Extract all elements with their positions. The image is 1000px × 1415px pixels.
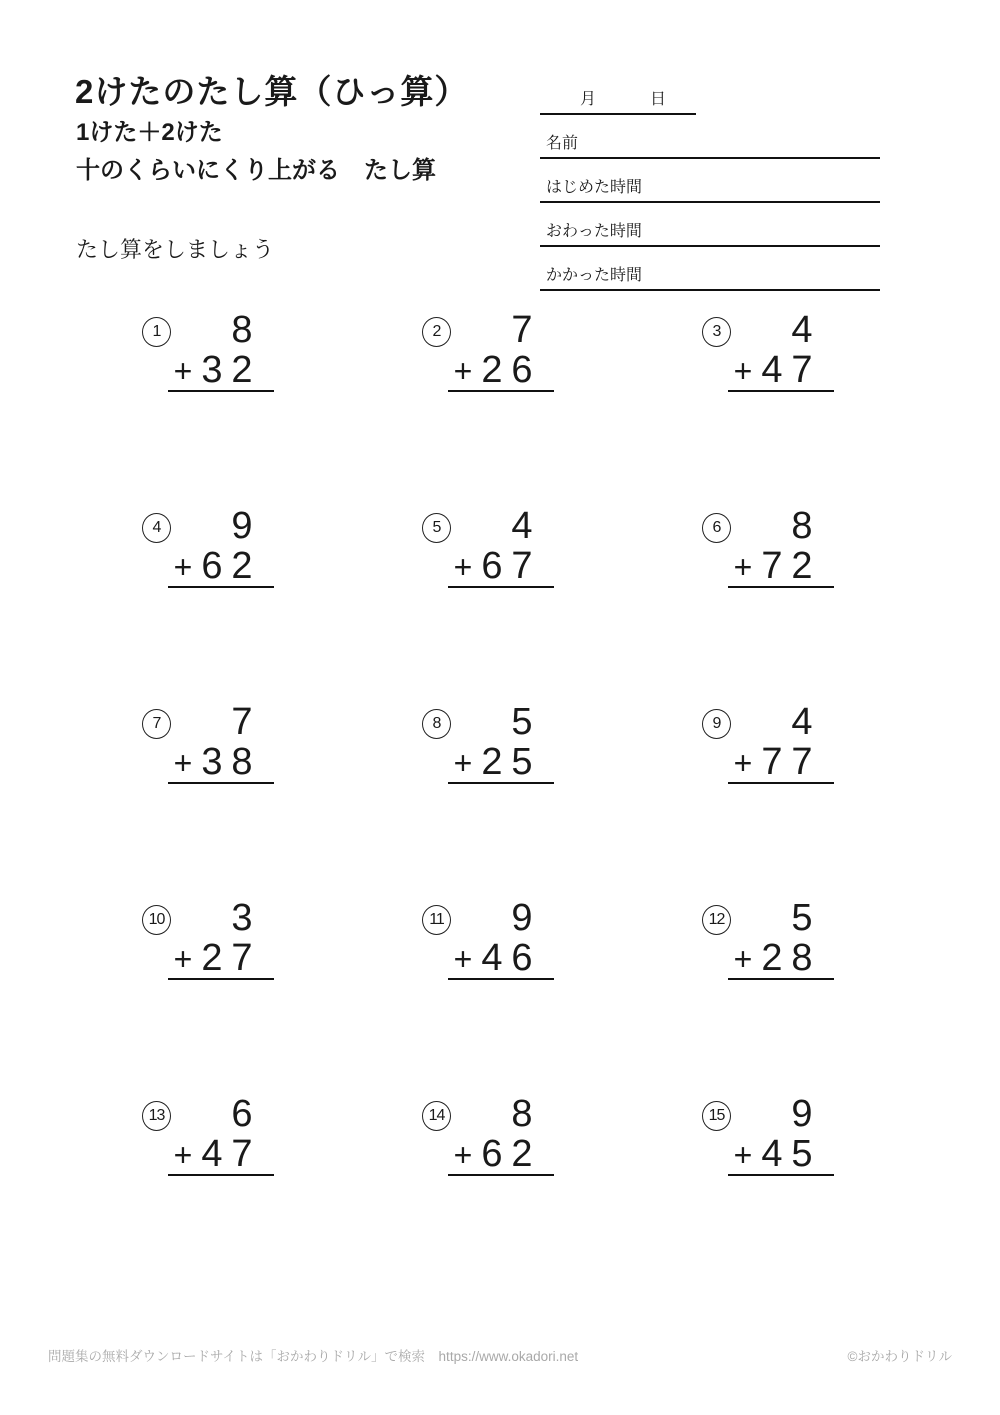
addition-problem [142, 308, 282, 400]
plus-sign: + [733, 353, 753, 389]
bottom-addend-ones-digit: 5 [791, 1133, 813, 1175]
plus-sign: + [173, 549, 193, 585]
answer-line [168, 390, 274, 392]
problem-number-badge [142, 513, 171, 543]
problem-number-badge [702, 905, 731, 935]
bottom-addend-tens-digit: 7 [761, 545, 783, 587]
info-form [540, 71, 880, 291]
top-addend-digit: 4 [791, 309, 813, 351]
problem-number-badge [142, 709, 171, 739]
problem-number-badge [422, 513, 451, 543]
instruction-text: たし算をしましょう [76, 237, 275, 262]
answer-line [448, 782, 554, 784]
answer-line [448, 586, 554, 588]
plus-sign: + [453, 353, 473, 389]
addition-problem [142, 896, 282, 988]
bottom-addend-ones-digit: 2 [231, 349, 253, 391]
plus-sign: + [733, 549, 753, 585]
addition-problem [142, 700, 282, 792]
problem-number: 6 [712, 519, 721, 536]
bottom-addend-ones-digit: 2 [511, 1133, 533, 1175]
problem-number-badge [142, 1101, 171, 1131]
top-addend-digit: 8 [231, 309, 253, 351]
answer-line [728, 782, 834, 784]
problem-number: 13 [148, 1107, 165, 1124]
bottom-addend-tens-digit: 4 [761, 1133, 783, 1175]
elapsed-time-label: かかった時間 [546, 267, 643, 284]
top-addend-digit: 9 [231, 505, 253, 547]
bottom-addend-tens-digit: 6 [481, 545, 503, 587]
addition-problem [702, 896, 842, 988]
answer-line [448, 390, 554, 392]
answer-line [448, 978, 554, 980]
bottom-addend-ones-digit: 7 [791, 349, 813, 391]
addition-problem [142, 504, 282, 596]
problem-number-badge [142, 317, 171, 347]
problem-number: 15 [708, 1107, 725, 1124]
bottom-addend-ones-digit: 5 [511, 741, 533, 783]
bottom-addend-tens-digit: 4 [201, 1133, 223, 1175]
problem-number: 11 [429, 911, 444, 928]
bottom-addend-ones-digit: 6 [511, 349, 533, 391]
top-addend-digit: 8 [791, 505, 813, 547]
plus-sign: + [173, 1137, 193, 1173]
month-label: 月 [580, 91, 597, 108]
top-addend-digit: 4 [511, 505, 533, 547]
bottom-addend-ones-digit: 8 [791, 937, 813, 979]
bottom-addend-tens-digit: 3 [201, 741, 223, 783]
plus-sign: + [453, 549, 473, 585]
addition-problem [422, 504, 562, 596]
problem-number: 14 [428, 1107, 445, 1124]
footer-site-note: 問題集の無料ダウンロードサイトは「おかわりドリル」で検索 https://www.okadori.net [48, 1349, 579, 1364]
problem-number-badge [422, 905, 451, 935]
bottom-addend-tens-digit: 7 [761, 741, 783, 783]
problem-number-badge [702, 317, 731, 347]
answer-line [728, 390, 834, 392]
problem-number-badge [422, 709, 451, 739]
bottom-addend-tens-digit: 6 [201, 545, 223, 587]
problem-number-badge [422, 317, 451, 347]
answer-line [448, 1174, 554, 1176]
problem-number-badge [422, 1101, 451, 1131]
top-addend-digit: 6 [231, 1093, 253, 1135]
answer-line [728, 1174, 834, 1176]
end-time-label: おわった時間 [546, 223, 642, 240]
problem-number: 4 [152, 519, 161, 536]
answer-line [728, 586, 834, 588]
plus-sign: + [173, 745, 193, 781]
addition-problem [422, 896, 562, 988]
problem-number: 10 [148, 911, 165, 928]
subtitle-digit-pattern: 1けた＋2けた [76, 119, 223, 146]
problem-number: 9 [712, 715, 721, 732]
top-addend-digit: 5 [511, 701, 533, 743]
addition-problem [702, 1092, 842, 1184]
elapsed-time-field [540, 247, 880, 291]
problem-number-badge [702, 709, 731, 739]
addition-problem [702, 308, 842, 400]
addition-problem [702, 504, 842, 596]
plus-sign: + [453, 1137, 473, 1173]
addition-problem [702, 700, 842, 792]
bottom-addend-tens-digit: 2 [481, 741, 503, 783]
problem-number: 2 [432, 323, 441, 340]
problem-number: 12 [708, 911, 725, 928]
addition-problem [422, 700, 562, 792]
answer-line [728, 978, 834, 980]
top-addend-digit: 7 [511, 309, 533, 351]
problems-grid [142, 308, 982, 1288]
bottom-addend-ones-digit: 7 [231, 1133, 253, 1175]
bottom-addend-ones-digit: 7 [511, 545, 533, 587]
problem-number-badge [702, 1101, 731, 1131]
bottom-addend-ones-digit: 8 [231, 741, 253, 783]
page-title: 2けたのたし算（ひっ算） [75, 73, 469, 110]
date-field [540, 71, 696, 115]
bottom-addend-tens-digit: 2 [761, 937, 783, 979]
addition-problem [422, 308, 562, 400]
top-addend-digit: 5 [791, 897, 813, 939]
problem-number: 5 [432, 519, 441, 536]
plus-sign: + [733, 1137, 753, 1173]
problem-number: 8 [432, 715, 441, 732]
top-addend-digit: 4 [791, 701, 813, 743]
answer-line [168, 586, 274, 588]
addition-problem [422, 1092, 562, 1184]
bottom-addend-tens-digit: 4 [481, 937, 503, 979]
top-addend-digit: 9 [791, 1093, 813, 1135]
top-addend-digit: 3 [231, 897, 253, 939]
subtitle-carry-note: 十のくらいにくり上がる たし算 [76, 157, 436, 184]
plus-sign: + [173, 353, 193, 389]
footer-copyright: ©おかわりドリル [847, 1349, 952, 1364]
plus-sign: + [733, 941, 753, 977]
name-label: 名前 [546, 135, 579, 152]
day-label: 日 [649, 91, 666, 108]
plus-sign: + [453, 745, 473, 781]
bottom-addend-ones-digit: 2 [231, 545, 253, 587]
bottom-addend-ones-digit: 2 [791, 545, 813, 587]
problem-number: 1 [152, 323, 161, 340]
bottom-addend-tens-digit: 3 [201, 349, 223, 391]
bottom-addend-ones-digit: 7 [231, 937, 253, 979]
top-addend-digit: 9 [511, 897, 533, 939]
end-time-field [540, 203, 880, 247]
plus-sign: + [173, 941, 193, 977]
addition-problem [142, 1092, 282, 1184]
answer-line [168, 782, 274, 784]
bottom-addend-ones-digit: 7 [791, 741, 813, 783]
problem-number: 3 [712, 323, 721, 340]
name-field [540, 115, 880, 159]
answer-line [168, 1174, 274, 1176]
start-time-field [540, 159, 880, 203]
bottom-addend-ones-digit: 6 [511, 937, 533, 979]
bottom-addend-tens-digit: 4 [761, 349, 783, 391]
problem-number-badge [702, 513, 731, 543]
top-addend-digit: 7 [231, 701, 253, 743]
bottom-addend-tens-digit: 6 [481, 1133, 503, 1175]
bottom-addend-tens-digit: 2 [201, 937, 223, 979]
answer-line [168, 978, 274, 980]
plus-sign: + [733, 745, 753, 781]
problem-number: 7 [152, 715, 161, 732]
start-time-label: はじめた時間 [546, 179, 643, 196]
bottom-addend-tens-digit: 2 [481, 349, 503, 391]
plus-sign: + [453, 941, 473, 977]
problem-number-badge [142, 905, 171, 935]
top-addend-digit: 8 [511, 1093, 533, 1135]
